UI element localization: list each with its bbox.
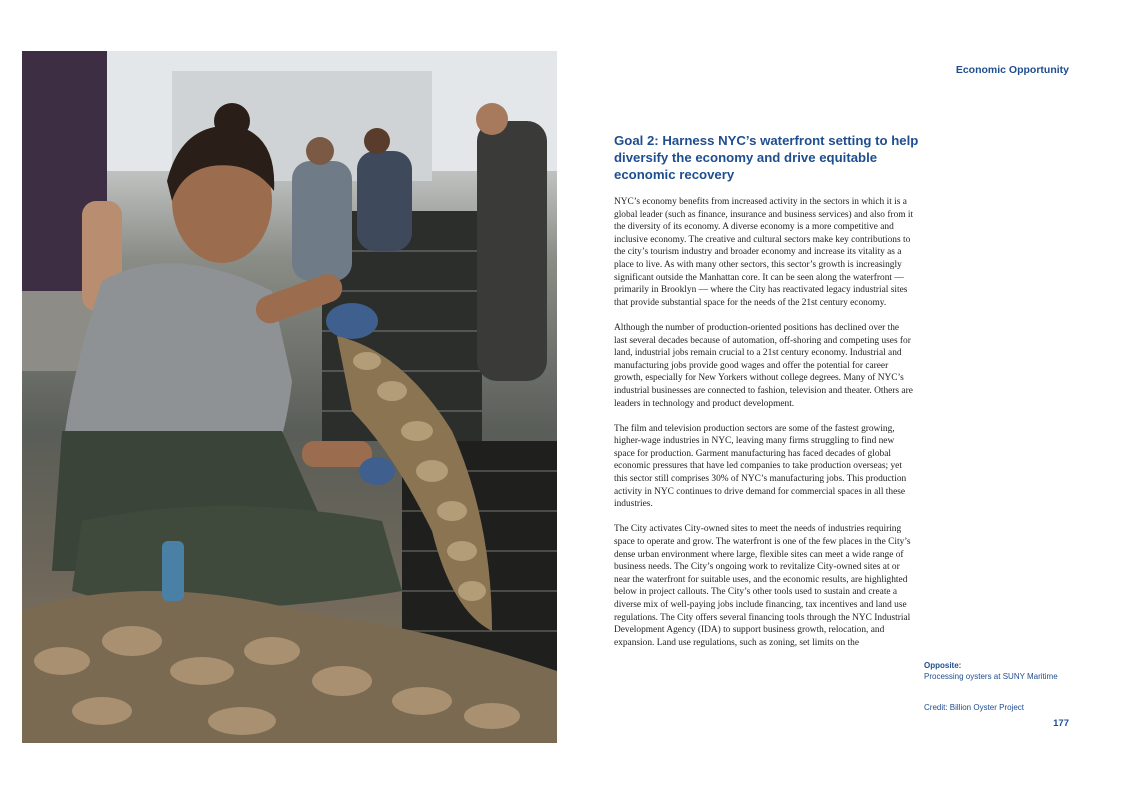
photo-caption <box>924 660 1064 682</box>
page-number: 177 <box>1053 718 1069 729</box>
body-text <box>614 196 914 662</box>
oyster-processing-photo <box>22 51 557 743</box>
photo-credit: Credit: Billion Oyster Project <box>924 703 1025 712</box>
paragraph: Although the number of production-oriented positions has declined over the last several decades because of automation, off-shoring and competing uses for land, industrial jobs remain crucial to a 21st century economy. Industrial and manufacturing jobs provide good wages and offer the potential for career growth, especially for New Yorkers without college degrees. Many of NYC’s industrial businesses are connected to fashion, television and theater. Others are leaders in technology and product development. <box>614 322 913 409</box>
paragraph: NYC’s economy benefits from increased activity in the sectors in which it is a global leader (such as finance, insurance and business services) and also from it the diversity of its economy. A diverse economy is a more competitive and inclusive economy. The creative and cultural sectors make key contributions to the city’s tourism industry and broader economy and increase its vitality as a place to live. As with many other sectors, this sector’s growth is increasingly significant outside the Manhattan core. It can be seen along the waterfront — primarily in Brooklyn — where the City has reactivated legacy industrial sites that provide substantial space for the needs of the 21st century economy. <box>614 197 914 308</box>
paragraph: The film and television production sectors are some of the fastest growing, higher-wage industries in NYC, leaving many firms struggling to find new space for production. Garment manufacturing has faced decades of global economic pressures that have led companies to take production overseas; yet this sector still comprises 30% of NYC’s manufacturing jobs. This production activity in NYC continues to drive demand for commercial spaces in all these industries. <box>614 423 907 510</box>
caption-text: Processing oysters at SUNY Maritime <box>924 672 1058 681</box>
section-label: Economic Opportunity <box>955 64 1069 76</box>
caption-heading: Opposite: <box>924 661 962 670</box>
goal-title: Goal 2: Harness NYC’s waterfront setting to help diversify the economy and drive equitable economic recovery <box>614 133 919 182</box>
photo-illustration <box>22 51 557 743</box>
paragraph: The City activates City-owned sites to meet the needs of industries requiring space to operate and grow. The waterfront is one of the few places in the City’s dense urban environment where large, flexible sites can meet a wide range of business needs. The City’s ongoing work to revitalize City-owned sites at or near the waterfront for suitable uses, and the economic results, are highlighted below in project callouts. The City’s other tools used to sustain and create a diverse mix of well-paying jobs include financing, tax incentives and land use regulations. The City offers several financing tools through the NYC Industrial Development Agency (IDA) to support business growth, relocation, and expansion. Land use regulations, such as zoning, set limits on the <box>614 524 911 648</box>
